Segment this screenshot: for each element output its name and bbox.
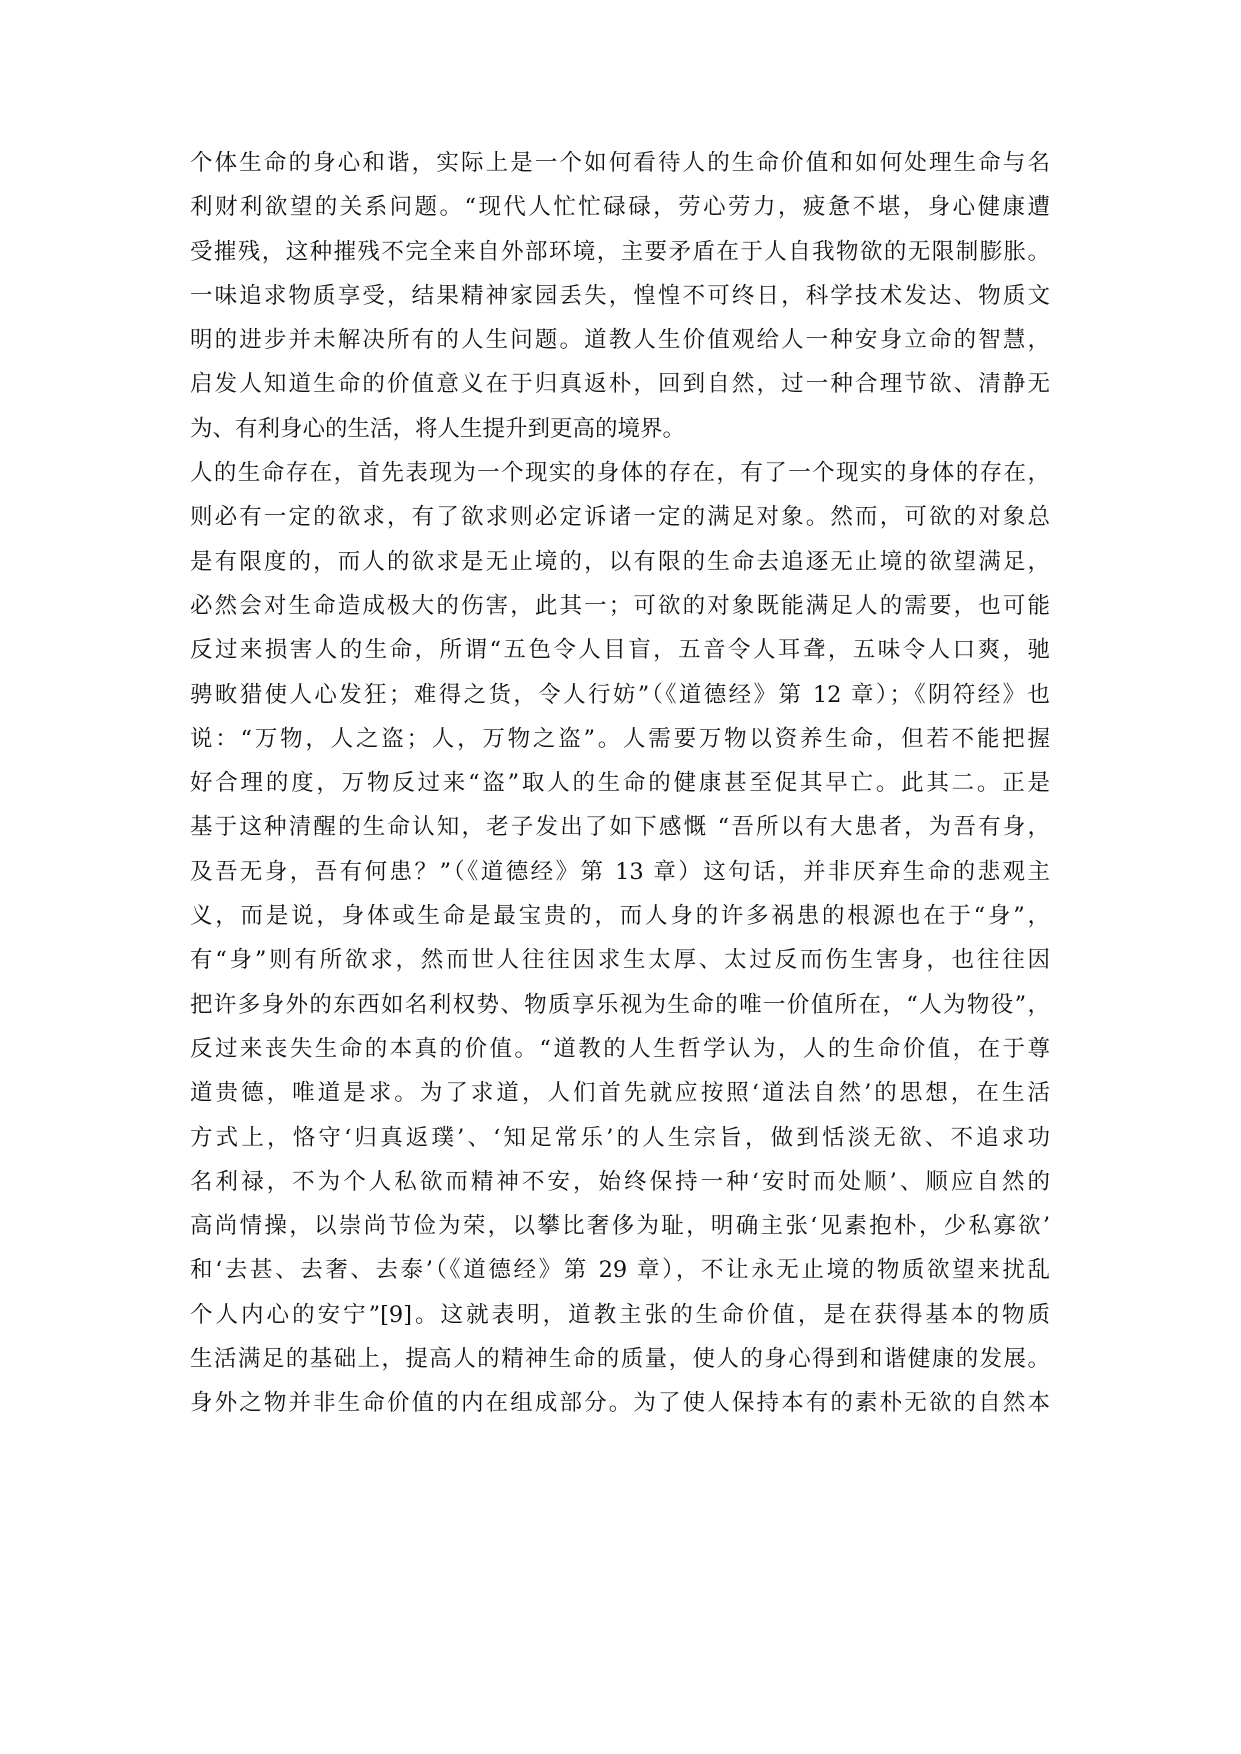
text-line: 基于这种清醒的生命认知，老子发出了如下感慨 “吾所以有大患者，为吾有身， <box>190 814 1050 841</box>
text-line: 生活满足的基础上，提高人的精神生命的质量，使人的身心得到和谐健康的发展。 <box>190 1346 1050 1373</box>
text-line: 有“身”则有所欲求，然而世人往往因求生太厚、太过反而伤生害身，也往往因 <box>190 947 1050 974</box>
text-line: 反过来丧失生命的本真的价值。“道教的人生哲学认为，人的生命价值，在于尊 <box>190 1035 1050 1062</box>
text-line: 及吾无身，吾有何患？”（《道德经》第 13 章）这句话，并非厌弃生命的悲观主 <box>190 858 1050 885</box>
text-line: 人的生命存在，首先表现为一个现实的身体的存在，有了一个现实的身体的存在， <box>190 460 1050 487</box>
text-line: 把许多身外的东西如名利权势、物质享乐视为生命的唯一价值所在，“人为物役”， <box>190 991 1050 1018</box>
text-line: 方式上，恪守‘归真返璞’、‘知足常乐’的人生宗旨，做到恬淡无欲、不追求功 <box>190 1124 1050 1151</box>
text-line: 和‘去甚、去奢、去泰’（《道德经》第 29 章），不让永无止境的物质欲望来扰乱 <box>190 1257 1050 1284</box>
text-line: 道贵德，唯道是求。为了求道，人们首先就应按照‘道法自然’的思想，在生活 <box>190 1080 1050 1107</box>
text-line: 个人内心的安宁”[9]。这就表明，道教主张的生命价值，是在获得基本的物质 <box>190 1301 1050 1328</box>
text-line: 反过来损害人的生命，所谓“五色令人目盲，五音令人耳聋，五味令人口爽，驰 <box>190 637 1050 664</box>
text-line: 身外之物并非生命价值的内在组成部分。为了使人保持本有的素朴无欲的自然本 <box>190 1390 1050 1417</box>
text-line: 一味追求物质享受，结果精神家园丢失，惶惶不可终日，科学技术发达、物质文 <box>190 282 1050 309</box>
body-text <box>190 141 1050 1426</box>
text-line: 是有限度的，而人的欲求是无止境的，以有限的生命去追逐无止境的欲望满足， <box>190 548 1050 575</box>
text-line: 骋畋猎使人心发狂；难得之货，令人行妨”（《道德经》第 12 章）；《阴符经》也 <box>190 681 1050 708</box>
text-line: 说：“万物，人之盗；人，万物之盗”。人需要万物以资养生命，但若不能把握 <box>190 725 1050 752</box>
text-line: 启发人知道生命的价值意义在于归真返朴，回到自然，过一种合理节欲、清静无 <box>190 371 1050 398</box>
text-line: 则必有一定的欲求，有了欲求则必定诉诸一定的满足对象。然而，可欲的对象总 <box>190 504 1050 531</box>
text-line: 名利禄，不为个人私欲而精神不安，始终保持一种‘安时而处顺’、顺应自然的 <box>190 1168 1050 1195</box>
text-line: 个体生命的身心和谐，实际上是一个如何看待人的生命价值和如何处理生命与名 <box>190 150 1050 176</box>
text-line: 义，而是说，身体或生命是最宝贵的，而人身的许多祸患的根源也在于“身”， <box>190 903 1050 930</box>
paragraph-end-line: 为、有利身心的生活，将人生提升到更高的境界。 <box>190 415 686 442</box>
text-line: 受摧残，这种摧残不完全来自外部环境，主要矛盾在于人自我物欲的无限制膨胀。 <box>190 238 1050 265</box>
text-line: 明的进步并未解决所有的人生问题。道教人生价值观给人一种安身立命的智慧， <box>190 327 1050 354</box>
text-line: 好合理的度，万物反过来“盗”取人的生命的健康甚至促其早亡。此其二。正是 <box>190 770 1050 797</box>
text-line: 必然会对生命造成极大的伤害，此其一；可欲的对象既能满足人的需要，也可能 <box>190 592 1050 619</box>
text-line: 利财利欲望的关系问题。“现代人忙忙碌碌，劳心劳力，疲惫不堪，身心健康遭 <box>190 194 1050 221</box>
text-line: 高尚情操，以崇尚节俭为荣，以攀比奢侈为耻，明确主张‘见素抱朴，少私寡欲’ <box>190 1213 1050 1240</box>
